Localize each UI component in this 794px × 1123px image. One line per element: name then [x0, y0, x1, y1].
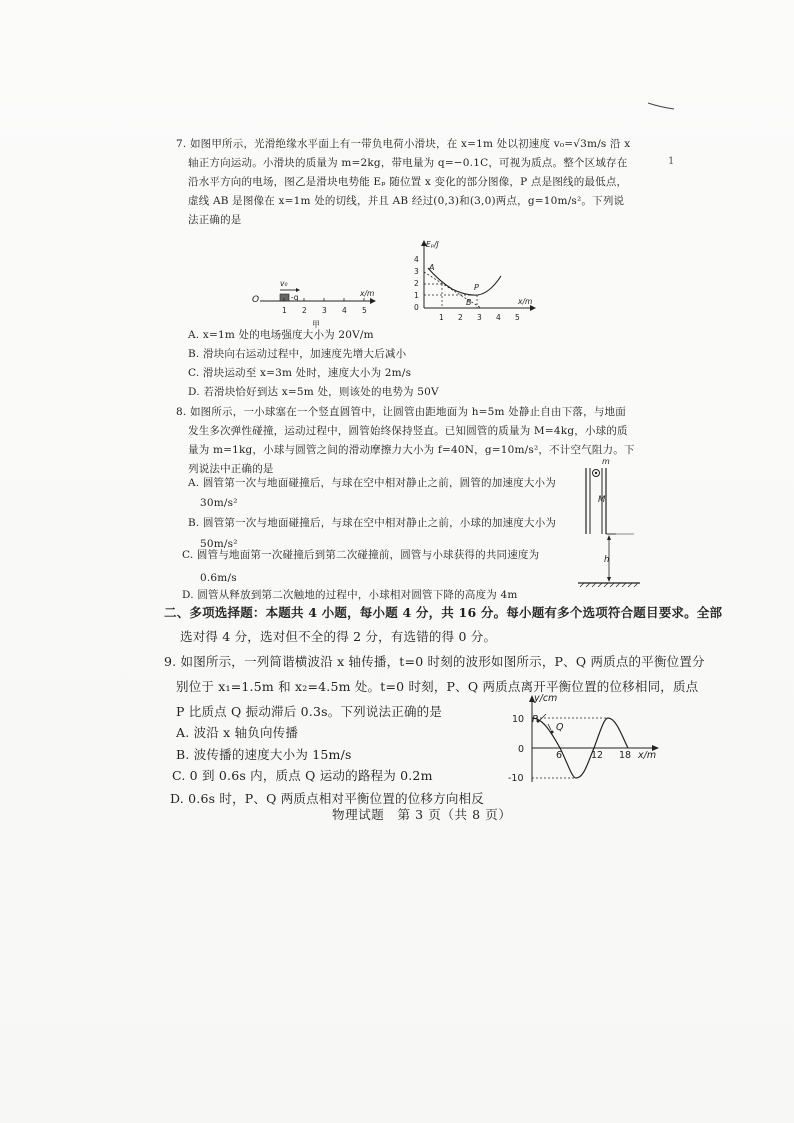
- jia-velocity-arrowhead: [296, 288, 300, 292]
- yi-point-a: A: [429, 263, 435, 272]
- wave-point-p: P: [532, 714, 538, 725]
- jia-tick-1: 1: [282, 306, 287, 315]
- jia-axis-label: x/m: [360, 289, 375, 298]
- q8-option-b[interactable]: B. 圆管第一次与地面碰撞后，与球在空中相对静止之前，小球的加速度大小为: [188, 517, 557, 529]
- jia-v0-label: v₀: [280, 279, 288, 288]
- yi-ytick-1: 1: [414, 291, 419, 300]
- yi-xtick-2: 2: [458, 313, 463, 322]
- wave-xtick-6: 6: [556, 750, 563, 761]
- wave-point-q: Q: [556, 722, 564, 733]
- q8-option-c[interactable]: C. 圆管与地面第一次碰撞后到第二次碰撞前，圆管与小球获得的共同速度为: [182, 549, 540, 561]
- jia-axis-arrow: [370, 298, 376, 304]
- q7-figure-jia: [250, 268, 380, 330]
- q7-option-a[interactable]: A. x=1m 处的电场强度大小为 20V/m: [188, 329, 374, 341]
- q9-option-b[interactable]: B. 波传播的速度大小为 15m/s: [176, 747, 352, 762]
- q9-line-1: 9. 如图所示，一列简谐横波沿 x 轴传播，t=0 时刻的波形如图所示，P、Q 两质点的平衡位置分: [164, 654, 705, 669]
- section-2-instructions: 选对得 4 分，选对但不全的得 2 分，有选错的得 0 分。: [180, 629, 497, 644]
- yi-tangent-ab: [424, 272, 481, 308]
- page-footer: 物理试题 第 3 页（共 8 页）: [332, 807, 512, 822]
- corner-mark: 1: [668, 156, 675, 167]
- jia-charge-label: -q: [291, 293, 299, 302]
- wave-point-q-dot: [551, 731, 554, 734]
- jia-caption: 甲: [312, 320, 320, 329]
- q7-option-b[interactable]: B. 滑块向右运动过程中，加速度先增大后减小: [188, 348, 407, 360]
- yi-xtick-1: 1: [439, 313, 444, 322]
- wave-x-label: x/m: [638, 750, 657, 761]
- q8-line-3: 量为 m=1kg，小球与圆管之间的滑动摩擦力大小为 f=40N，g=10m/s²，不计空气阻力。下: [188, 444, 635, 456]
- q7-line-3: 沿水平方向的电场，图乙是滑块电势能 Eₚ 随位置 x 变化的部分图像，P 点是图线的最低点，: [188, 176, 628, 188]
- yi-point-b: B: [466, 298, 472, 307]
- jia-origin-label: O: [252, 295, 260, 305]
- scan-smudge: [646, 100, 676, 112]
- tube-height-label: h: [604, 555, 610, 565]
- q8-line-1: 8. 如图所示，一小球塞在一个竖直圆管中，让圆管由距地面为 h=5m 处静止自由下落，与地面: [176, 406, 626, 418]
- q8-option-c-value: 0.6m/s: [200, 572, 237, 584]
- jia-slider-block: [280, 294, 289, 301]
- jia-tick-3: 3: [322, 306, 327, 315]
- section-2-heading: 二、多项选择题：本题共 4 小题，每小题 4 分，共 16 分。每小题有多个选项符合题目要求。全部: [164, 605, 723, 620]
- tube-mass-label: M: [598, 495, 606, 505]
- q8-figure-tube: [572, 456, 644, 592]
- q9-option-c[interactable]: C. 0 到 0.6s 内，质点 Q 运动的路程为 0.2m: [172, 768, 433, 783]
- q9-line-3: P 比质点 Q 振动滞后 0.3s。下列说法正确的是: [176, 704, 443, 719]
- wave-y-label: y/cm: [534, 693, 558, 704]
- q7-line-5: 法正确的是: [188, 214, 242, 226]
- q7-figure-yi: [408, 238, 544, 328]
- tube-ball-label: m: [602, 457, 610, 466]
- q7-line-1: 7. 如图甲所示，光滑绝缘水平面上有一带负电荷小滑块，在 x=1m 处以初速度 v₀=√3m/s 沿 x: [176, 138, 631, 150]
- yi-xtick-4: 4: [496, 313, 501, 322]
- yi-point-p: P: [474, 283, 479, 292]
- yi-ytick-0: 0: [414, 303, 419, 312]
- yi-x-label: x/m: [518, 297, 533, 306]
- q7-option-c[interactable]: C. 滑块运动至 x=3m 处时，速度大小为 2m/s: [188, 367, 412, 379]
- wave-y-zero: 0: [518, 744, 525, 755]
- q7-line-2: 轴正方向运动。小滑块的质量为 m=2kg，带电量为 q=−0.1C，可视为质点。整个区域存在: [188, 157, 628, 169]
- q7-line-4: 虚线 AB 是图像在 x=1m 处的切线，并且 AB 经过(0,3)和(3,0)两点，g=10m/s²。下列说: [188, 195, 625, 207]
- q8-option-b-value: 50m/s²: [200, 538, 238, 550]
- yi-xtick-3: 3: [477, 313, 482, 322]
- q8-line-2: 发生多次弹性碰撞，运动过程中，圆管始终保持竖直。已知圆管的质量为 M=4kg，小球的质: [188, 425, 628, 437]
- q9-option-d[interactable]: D. 0.6s 时，P、Q 两质点相对平衡位置的位移方向相反: [170, 791, 484, 806]
- q9-option-a[interactable]: A. 波沿 x 轴负向传播: [176, 725, 299, 740]
- q8-option-d[interactable]: D. 圆管从释放到第二次触地的过程中，小球相对圆管下降的高度为 4m: [182, 589, 518, 601]
- yi-ytick-3: 3: [414, 267, 419, 276]
- yi-ytick-2: 2: [414, 279, 419, 288]
- wave-y-top: 10: [512, 714, 525, 725]
- yi-ytick-4: 4: [414, 255, 419, 264]
- yi-y-label: Eₚ/J: [426, 240, 439, 249]
- q8-option-a[interactable]: A. 圆管第一次与地面碰撞后，与球在空中相对静止之前，圆管的加速度大小为: [188, 477, 556, 489]
- q8-option-a-value: 30m/s²: [200, 497, 238, 509]
- wave-xtick-18: 18: [619, 750, 632, 761]
- yi-xtick-5: 5: [515, 313, 520, 322]
- wave-y-bottom: -10: [508, 773, 524, 784]
- q7-option-d[interactable]: D. 若滑块恰好到达 x=5m 处，则该处的电势为 50V: [188, 386, 439, 398]
- jia-tick-5: 5: [362, 306, 367, 315]
- q9-line-2: 别位于 x₁=1.5m 和 x₂=4.5m 处。t=0 时刻，P、Q 两质点离开平衡位置的位移相同，质点: [176, 679, 699, 694]
- q9-figure-wave: [504, 692, 672, 786]
- jia-tick-2: 2: [302, 306, 307, 315]
- q8-line-4: 列说法中正确的是: [188, 463, 274, 475]
- jia-tick-4: 4: [342, 306, 347, 315]
- wave-p-velocity-arrow: [540, 714, 546, 720]
- wave-xtick-12: 12: [591, 750, 604, 761]
